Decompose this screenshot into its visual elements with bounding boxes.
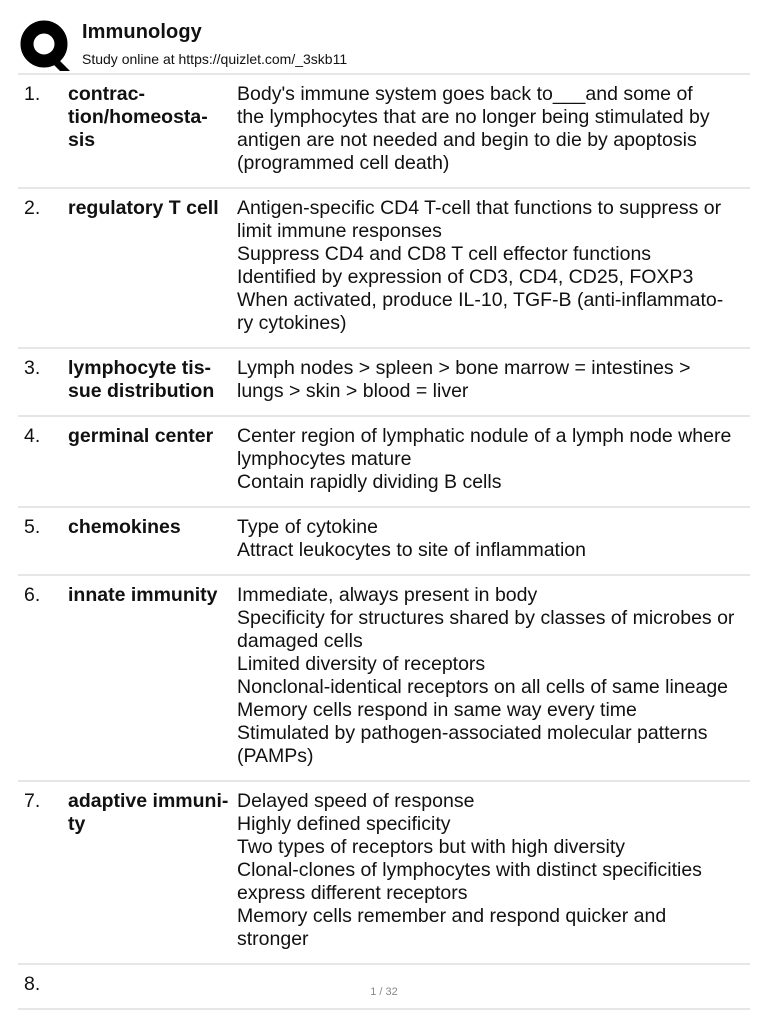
page-title: Immunology [82,21,202,43]
flashcard-row [18,75,750,189]
definition-line: stronger [237,928,309,950]
definition [237,83,750,175]
definition-line: Memory cells respond in same way every time [237,699,637,721]
definition-line: Antigen-specific CD4 T-cell that functions to suppress or [237,197,722,219]
definition-line: Highly defined specificity [237,813,451,835]
flashcard-row [18,417,750,508]
study-online-link[interactable]: Study online at https://quizlet.com/_3skb11 [82,51,348,67]
definition-line: Nonclonal-identical receptors on all cells of same lineage [237,676,729,698]
definition-line: Delayed speed of response [237,790,475,812]
definition-line: Two types of receptors but with high diversity [237,836,626,858]
row-number: 7. [24,790,41,812]
row-number: 3. [24,357,41,379]
term-line: sis [68,129,96,151]
definition-line: the lymphocytes that are no longer being stimulated by [237,106,710,128]
definition-line: limit immune responses [237,220,442,242]
definition-line: Immediate, always present in body [237,584,538,606]
term-line: ty [68,813,86,835]
row-number: 8. [24,973,41,995]
definition-line: ry cytokines) [237,312,347,334]
term-line: germinal center [68,425,214,447]
term [68,197,230,220]
quizlet-q-logo-icon [20,20,72,72]
definition-line: Attract leukocytes to site of inflammation [237,539,586,561]
definition-line: Stimulated by pathogen-associated molecular patterns [237,722,708,744]
definition-line: Lymph nodes > spleen > bone marrow = intestines > [237,357,691,379]
row-number: 6. [24,584,41,606]
term-line: contrac- [68,83,145,105]
term-line: regulatory T cell [68,197,219,219]
page-header [18,18,750,74]
flashcard-row [18,508,750,576]
term [68,516,230,539]
term [68,425,230,448]
term-line: sue distribution [68,380,215,402]
definition-line: Contain rapidly dividing B cells [237,471,502,493]
definition-line: lungs > skin > blood = liver [237,380,469,402]
definition-line: Type of cytokine [237,516,378,538]
definition [237,516,750,562]
definition-line: When activated, produce IL-10, TGF-B (anti-inflammato- [237,289,724,311]
definition-line: Memory cells remember and respond quicker and [237,905,667,927]
term-line: tion/homeosta- [68,106,208,128]
definition-line: Suppress CD4 and CD8 T cell effector functions [237,243,652,265]
page-number: 1 / 32 [370,986,398,998]
definition-line: Identified by expression of CD3, CD4, CD25, FOXP3 [237,266,694,288]
flashcard-row [18,189,750,349]
definition-line: Center region of lymphatic nodule of a lymph node where [237,425,732,447]
flashcard-row [18,576,750,782]
definition [237,425,750,494]
definition-line: lymphocytes mature [237,448,412,470]
term-line: lymphocyte tis- [68,357,212,379]
definition [237,584,750,768]
term-line: chemokines [68,516,181,538]
term [68,357,230,403]
definition-line: Specificity for structures shared by classes of microbes or [237,607,735,629]
definition [237,790,750,951]
row-number: 5. [24,516,41,538]
definition-line: express different receptors [237,882,468,904]
definition [237,197,750,335]
row-number: 1. [24,83,41,105]
term-line: adaptive immuni- [68,790,229,812]
term [68,790,230,836]
term [68,83,230,152]
definition-line: Clonal-clones of lymphocytes with distinct specificities [237,859,702,881]
definition-line: Body's immune system goes back to___and some of [237,83,693,105]
definition [237,357,750,403]
row-number: 4. [24,425,41,447]
definition-line: Limited diversity of receptors [237,653,486,675]
term-line: innate immunity [68,584,218,606]
row-number: 2. [24,197,41,219]
definition-line: damaged cells [237,630,363,652]
flashcard-row [18,349,750,417]
definition-line: antigen are not needed and begin to die by apoptosis [237,129,697,151]
definition-line: (PAMPs) [237,745,314,767]
definition-line: (programmed cell death) [237,152,450,174]
flashcard-list [18,73,750,1010]
flashcard-row [18,782,750,965]
term [68,584,230,607]
